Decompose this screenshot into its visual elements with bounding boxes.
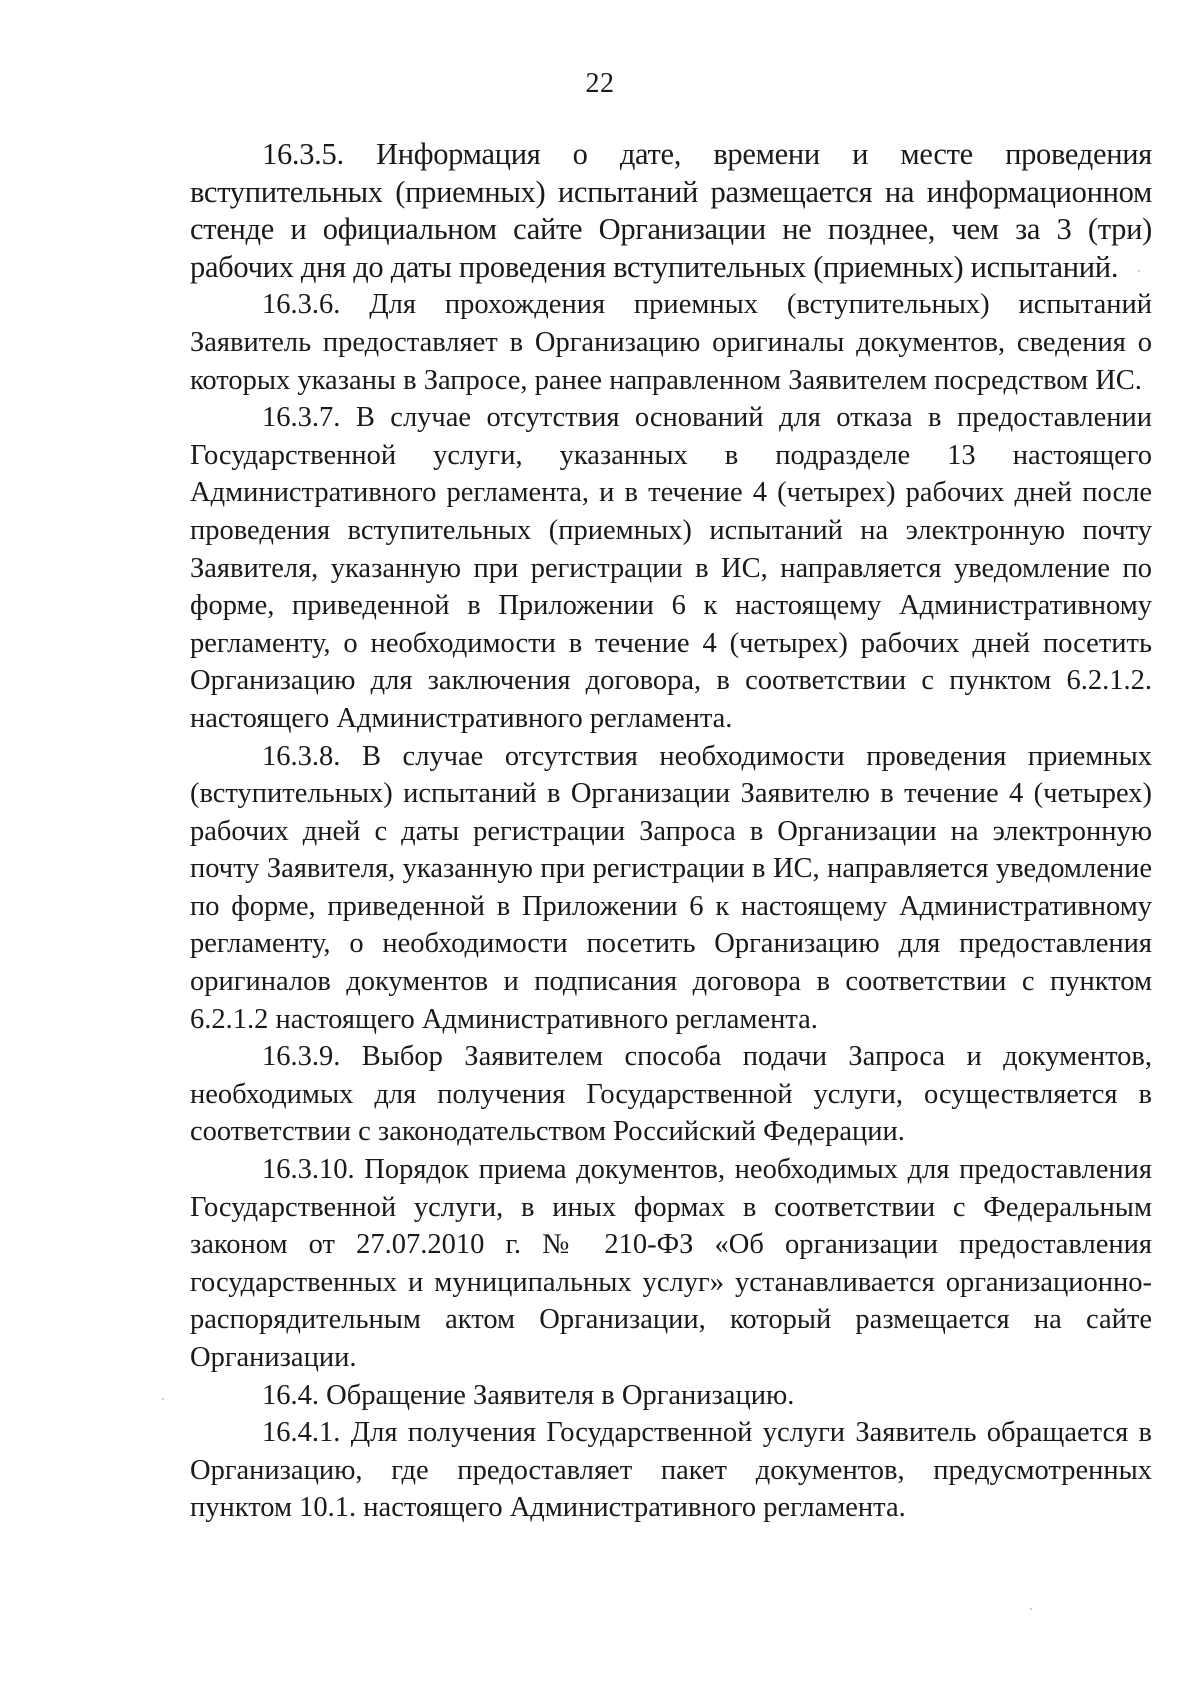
scan-speck (1138, 270, 1140, 272)
scan-speck (1030, 1608, 1032, 1610)
paragraph-16-4-1: 16.4.1. Для получения Государственной услуги Заявитель обращается в Организацию, где предоставляет пакет документов, предусмотренных пунктом 10.1. настоящего Административного регламента. (190, 1417, 1152, 1524)
paragraph-16-4: 16.4. Обращение Заявителя в Организацию. (262, 1379, 795, 1411)
document-body (190, 136, 1152, 1527)
page-number: 22 (585, 68, 615, 99)
paragraph-16-3-6: 16.3.6. Для прохождения приемных (вступительных) испытаний Заявитель предоставляет в Организацию оригиналы документов, сведения о которых указаны в Запросе, ранее направленном Заявителем посредством ИС. (190, 289, 1152, 396)
paragraph-16-3-7: 16.3.7. В случае отсутствия оснований для отказа в предоставлении Государственной услуги, указанных в подразделе 13 настоящего Административного регламента, и в течение 4 (четырех) рабочих дней после проведения вступительных (приемных) испытаний на электронную почту Заявителя, указанную при регистрации в ИС, направляется уведомление по форме, приведенной в Приложении 6 к настоящему Административному регламенту, о необходимости в течение 4 (четырех) рабочих дней посетить Организацию для заключения договора, в соответствии с пунктом 6.2.1.2. настоящего Административного регламента. (190, 402, 1152, 734)
scan-speck (162, 1398, 164, 1400)
paragraph-16-3-5: 16.3.5. Информация о дате, времени и месте проведения вступительных (приемных) испытаний размещается на информационном стенде и официальном сайте Организации не позднее, чем за 3 (три) рабочих дня до даты проведения вступительных (приемных) испытаний. (190, 137, 1152, 284)
paragraph-16-3-8: 16.3.8. В случае отсутствия необходимости проведения приемных (вступительных) испытаний в Организации Заявителю в течение 4 (четырех) рабочих дней с даты регистрации Запроса в Организации на электронную почту Заявителя, указанную при регистрации в ИС, направляется уведомление по форме, приведенной в Приложении 6 к настоящему Административному регламенту, о необходимости посетить Организацию для предоставления оригиналов документов и подписания договора в соответствии с пунктом 6.2.1.2 настоящего Административного регламента. (190, 740, 1152, 1035)
paragraph-16-3-10: 16.3.10. Порядок приема документов, необходимых для предоставления Государственной услуги, в иных формах в соответствии с Федеральным законом от 27.07.2010 г. № 210-ФЗ «Об организации предоставления государственных и муниципальных услуг» устанавливается организационно-распорядительным актом Организации, который размещается на сайте Организации. (190, 1154, 1152, 1373)
paragraph-16-3-9: 16.3.9. Выбор Заявителем способа подачи Запроса и документов, необходимых для получения Государственной услуги, осуществляется в соответствии с законодательством Российский Федерации. (190, 1041, 1152, 1148)
